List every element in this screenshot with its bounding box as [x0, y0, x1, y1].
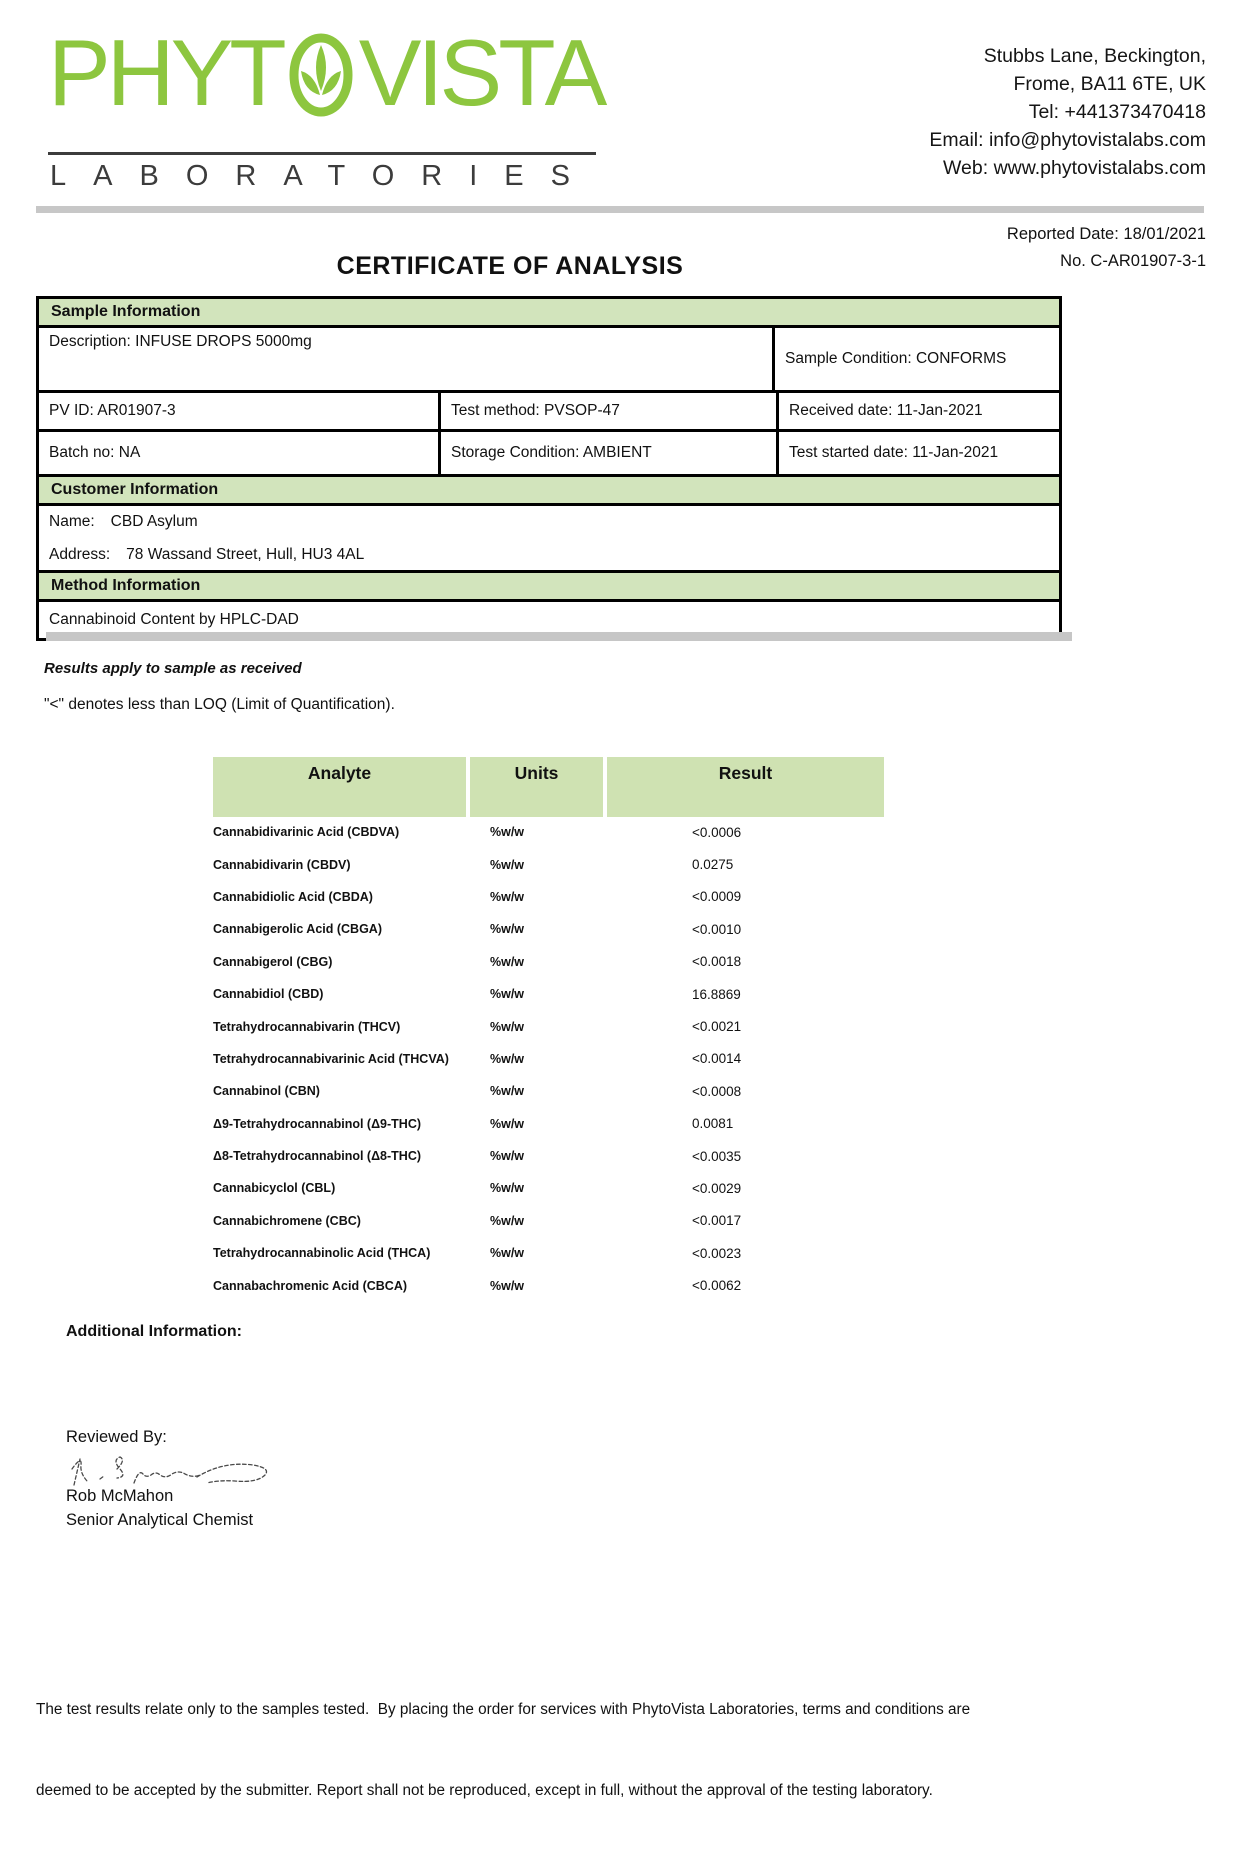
units-cell: %w/w [490, 1213, 525, 1228]
reviewer-name: Rob McMahon [66, 1487, 174, 1505]
analyte-cell: Δ9-Tetrahydrocannabinol (Δ9-THC) [213, 1116, 422, 1131]
analyte-cell: Cannabinol (CBN) [213, 1084, 320, 1099]
logo-divider-line [48, 152, 596, 155]
units-cell: %w/w [490, 1278, 525, 1293]
analyte-cell: Tetrahydrocannabinolic Acid (THCA) [213, 1246, 431, 1261]
address-line: Frome, BA11 6TE, UK [1013, 73, 1206, 95]
units-cell: %w/w [490, 922, 525, 937]
units-cell: %w/w [490, 987, 525, 1002]
analyte-cell: Cannabigerolic Acid (CBGA) [213, 922, 382, 937]
units-cell: %w/w [490, 857, 525, 872]
units-cell: %w/w [490, 889, 525, 904]
analyte-cell: Δ8-Tetrahydrocannabinol (Δ8-THC) [213, 1149, 422, 1164]
result-cell: 16.8869 [692, 986, 741, 1002]
footer-line: The test results relate only to the samples tested. By placing the order for services with PhytoVista Laboratories, terms and conditions are [36, 1701, 971, 1718]
reviewed-by-label: Reviewed By: [66, 1428, 167, 1446]
additional-information-label: Additional Information: [66, 1323, 242, 1340]
customer-name-value: CBD Asylum [110, 513, 198, 530]
info-sections [36, 296, 1062, 641]
table-row [213, 978, 933, 1010]
table-row [213, 946, 933, 978]
customer-address-value: 78 Wassand Street, Hull, HU3 4AL [126, 546, 365, 563]
leaf-emblem-icon [289, 33, 353, 117]
customer-information-header: Customer Information [39, 477, 1059, 506]
result-cell: <0.0018 [692, 954, 742, 970]
batch-no: Batch no: NA [39, 432, 441, 474]
storage-condition: Storage Condition: AMBIENT [441, 432, 779, 474]
result-cell: <0.0062 [692, 1278, 742, 1294]
reported-date: Reported Date: 18/01/2021 [1006, 225, 1206, 243]
sample-condition: Sample Condition: CONFORMS [772, 328, 1059, 390]
table-row [213, 881, 933, 913]
column-header-result: Result [607, 757, 884, 817]
header-shadow-bar [36, 206, 1204, 213]
customer-address-label: Address: [49, 546, 111, 563]
analyte-cell: Cannabachromenic Acid (CBCA) [213, 1278, 408, 1293]
method-description: Cannabinoid Content by HPLC-DAD [49, 611, 299, 628]
logo-text-phyt: PHYT [48, 20, 283, 125]
units-cell: %w/w [490, 1084, 525, 1099]
units-cell: %w/w [490, 1116, 525, 1131]
table-row [213, 848, 933, 880]
result-cell: <0.0035 [692, 1148, 742, 1164]
result-cell: <0.0017 [692, 1213, 742, 1229]
analyte-cell: Cannabidivarinic Acid (CBDVA) [213, 825, 400, 840]
footer-disclaimer [36, 1642, 1206, 1858]
address-line: Stubbs Lane, Beckington, [983, 45, 1206, 67]
analyte-cell: Cannabichromene (CBC) [213, 1213, 361, 1228]
method-information-box [36, 570, 1062, 641]
sample-description: Description: INFUSE DROPS 5000mg [49, 333, 312, 350]
table-row [213, 1269, 933, 1301]
test-started-date: Test started date: 11-Jan-2021 [789, 444, 999, 461]
sample-information-box [36, 296, 1062, 477]
address-line: Web: www.phytovistalabs.com [943, 157, 1206, 179]
page-title: CERTIFICATE OF ANALYSIS [336, 252, 684, 280]
result-cell: <0.0010 [692, 921, 742, 937]
units-cell: %w/w [490, 954, 525, 969]
batch-row [39, 432, 1059, 474]
pv-id-row [39, 393, 1059, 432]
customer-name-label: Name: [49, 513, 95, 530]
analyte-cell: Cannabidiolic Acid (CBDA) [213, 889, 373, 904]
table-row [213, 816, 933, 848]
units-cell: %w/w [490, 1019, 525, 1034]
units-cell: %w/w [490, 1181, 525, 1196]
logo-wordmark [48, 20, 604, 125]
result-cell: <0.0006 [692, 824, 742, 840]
table-row [213, 1010, 933, 1042]
table-row [213, 1237, 933, 1269]
logo-text-vista: VISTA [358, 20, 604, 125]
result-cell: <0.0029 [692, 1180, 742, 1196]
sample-information-header: Sample Information [39, 299, 1059, 328]
analyte-cell: Tetrahydrocannabivarin (THCV) [213, 1019, 401, 1034]
footer-line: deemed to be accepted by the submitter. Report shall not be reproduced, except in full, without the approval of the testing laboratory. [36, 1782, 933, 1799]
result-cell: 0.0081 [692, 1116, 734, 1132]
loq-note: "<" denotes less than LOQ (Limit of Quantification). [44, 696, 395, 713]
address-line: Email: info@phytovistalabs.com [929, 129, 1206, 151]
table-row [213, 1205, 933, 1237]
table-row [213, 1043, 933, 1075]
results-note: Results apply to sample as received [44, 660, 302, 677]
logo-subtitle: LABORATORIES [50, 160, 597, 192]
received-date: Received date: 11-Jan-2021 [789, 402, 983, 419]
units-cell: %w/w [490, 1051, 525, 1066]
table-row [213, 1108, 933, 1140]
phytovista-logo [48, 20, 604, 125]
method-information-header: Method Information [39, 573, 1059, 602]
table-row [213, 1075, 933, 1107]
result-cell: <0.0023 [692, 1245, 742, 1261]
description-row [39, 328, 1059, 393]
table-row [213, 1172, 933, 1204]
result-cell: <0.0009 [692, 889, 742, 905]
column-header-units: Units [470, 757, 603, 817]
table-row [213, 913, 933, 945]
analyte-cell: Cannabidivarin (CBDV) [213, 857, 351, 872]
results-rows [213, 816, 933, 1302]
units-cell: %w/w [490, 825, 525, 840]
address-line: Tel: +441373470418 [1028, 101, 1206, 123]
result-cell: <0.0008 [692, 1083, 742, 1099]
report-number: No. C-AR01907-3-1 [1060, 252, 1206, 270]
units-cell: %w/w [490, 1246, 525, 1261]
report-meta [1007, 221, 1206, 275]
lab-address-block [929, 42, 1206, 182]
analyte-cell: Tetrahydrocannabivarinic Acid (THCVA) [213, 1051, 449, 1066]
column-header-analyte: Analyte [213, 757, 466, 817]
result-cell: <0.0014 [692, 1051, 742, 1067]
reviewer-title: Senior Analytical Chemist [66, 1511, 254, 1529]
customer-name-line [49, 513, 1059, 531]
customer-details [39, 506, 1059, 570]
units-cell: %w/w [490, 1149, 525, 1164]
result-cell: 0.0275 [692, 857, 734, 873]
sections-shadow-bar [46, 632, 1072, 641]
analyte-cell: Cannabicyclol (CBL) [213, 1181, 336, 1196]
analyte-cell: Cannabigerol (CBG) [213, 954, 333, 969]
analyte-cell: Cannabidiol (CBD) [213, 987, 324, 1002]
result-cell: <0.0021 [692, 1019, 742, 1035]
table-row [213, 1140, 933, 1172]
customer-information-box [36, 474, 1062, 573]
customer-address-line [49, 546, 1059, 564]
pv-id: PV ID: AR01907-3 [39, 393, 441, 429]
test-method: Test method: PVSOP-47 [441, 393, 779, 429]
